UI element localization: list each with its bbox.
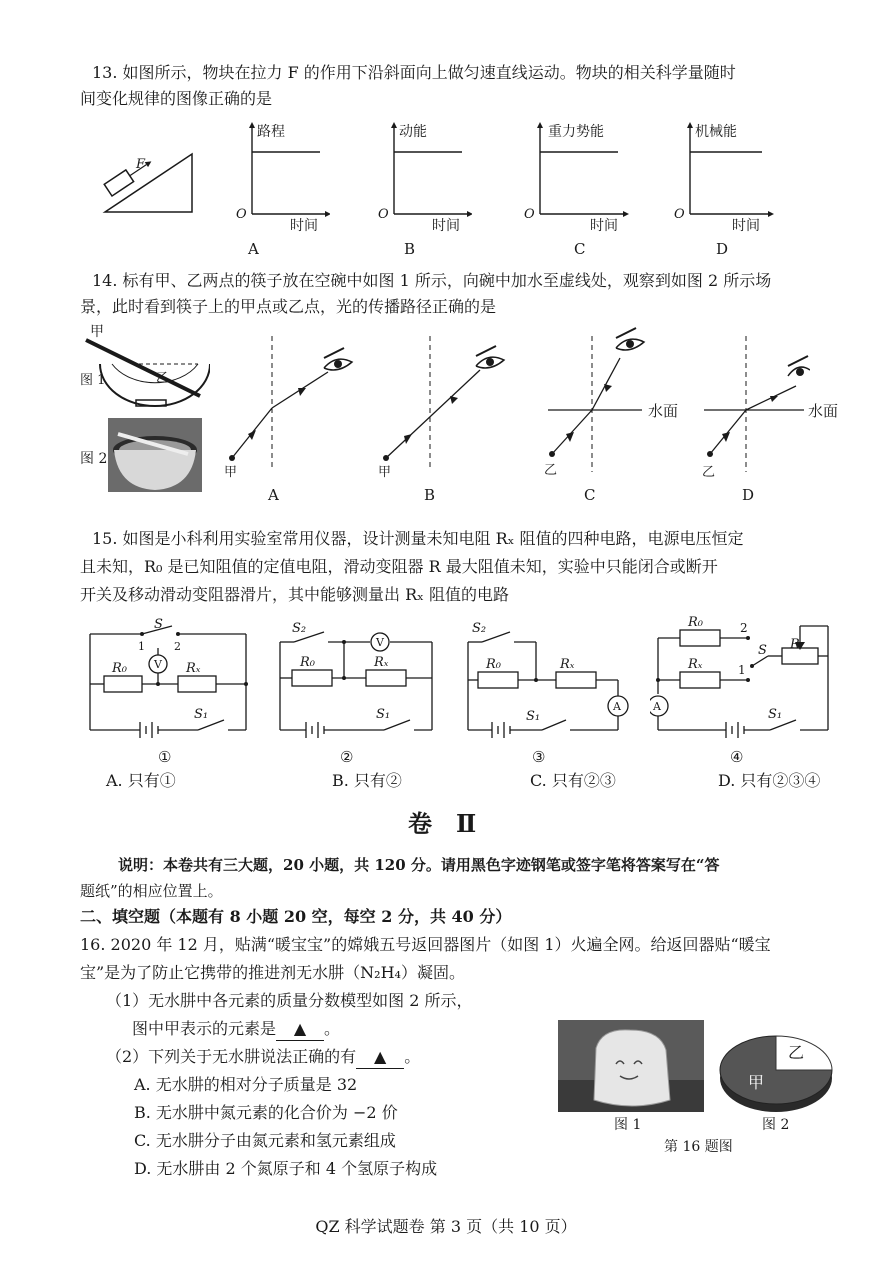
svg-text:图 1: 图 1 xyxy=(80,373,106,388)
q15-answer-d: D. 只有②③④ xyxy=(718,771,821,790)
q15-text-line1: 15. 如图是小科利用实验室常用仪器，设计测量未知电阻 Rₓ 阻值的四种电路，电源电压恒定 xyxy=(92,529,744,548)
force-label: F xyxy=(136,157,146,172)
q16-sub1-line1: （1）无水肼中各元素的质量分数模型如图 2 所示， xyxy=(106,991,473,1010)
svg-text:Rₓ: Rₓ xyxy=(374,655,389,670)
q13-text-line2: 间变化规律的图像正确的是 xyxy=(80,89,273,108)
bowl-figure-1 xyxy=(80,322,210,412)
svg-text:R₀: R₀ xyxy=(300,655,315,670)
q14-option-c: C xyxy=(584,486,596,504)
circuit-1 xyxy=(82,618,256,748)
svg-text:1: 1 xyxy=(738,663,746,677)
svg-text:R₀: R₀ xyxy=(486,657,501,672)
svg-text:2: 2 xyxy=(174,640,181,653)
section-note-line1: 说明：本卷共有三大题，20 小题，共 120 分。请用黑色字迹钢笔或签字笔将答案写在“答 xyxy=(118,856,720,874)
q14-water-label-c: 水面 xyxy=(648,402,679,420)
q14-diagram-a xyxy=(220,330,360,480)
q16-sub1-line2: 图中甲表示的元素是 ▲ 。 xyxy=(132,1018,340,1041)
svg-text:V: V xyxy=(376,636,384,649)
graph-a xyxy=(230,122,330,232)
svg-text:Rₓ: Rₓ xyxy=(186,661,201,676)
svg-text:甲: 甲 xyxy=(90,324,104,340)
circuit-2 xyxy=(272,618,440,748)
q14-text-line1: 14. 标有甲、乙两点的筷子放在空碗中如图 1 所示，向碗中加水至虚线处，观察到如图 2 所示场 xyxy=(92,271,772,290)
q16-option-c: C. 无水肼分子由氮元素和氢元素组成 xyxy=(134,1131,396,1150)
circuit-2-label: ② xyxy=(340,748,354,766)
circuit-3-label: ③ xyxy=(532,748,546,766)
q15-answer-b: B. 只有② xyxy=(332,771,402,790)
section-title: 卷 Ⅱ xyxy=(408,809,477,838)
q13-option-a: A xyxy=(248,240,259,258)
svg-text:S₂: S₂ xyxy=(292,621,307,636)
q16-sub2: （2）下列关于无水肼说法正确的有 ▲ 。 xyxy=(106,1046,420,1069)
svg-text:S₁: S₁ xyxy=(376,707,391,722)
pie-label-yi: 乙 xyxy=(788,1043,805,1062)
q16-text-line2: 宝”是为了防止它携带的推进剂无水肼（N₂H₄）凝固。 xyxy=(80,963,465,982)
svg-text:A: A xyxy=(653,700,661,713)
q16-figure-caption: 第 16 题图 xyxy=(664,1139,733,1155)
q13-option-b: B xyxy=(404,240,416,258)
svg-text:R₀: R₀ xyxy=(112,661,127,676)
q14-option-b: B xyxy=(424,486,436,504)
bowl-photo-figure-2 xyxy=(108,418,202,492)
capsule-photo xyxy=(558,1020,704,1112)
q13-text-line1: 13. 如图所示，物块在拉力 F 的作用下沿斜面向上做匀速直线运动。物块的相关科学量随时 xyxy=(92,63,736,82)
svg-text:重力势能: 重力势能 xyxy=(548,124,604,140)
svg-text:乙: 乙 xyxy=(156,371,170,386)
svg-text:S₁: S₁ xyxy=(194,707,209,722)
q14-diagram-b xyxy=(372,330,512,480)
svg-text:动能: 动能 xyxy=(399,124,427,140)
graph-c xyxy=(518,122,638,232)
q13-option-d: D xyxy=(716,240,729,258)
circuit-3 xyxy=(460,618,640,748)
mass-fraction-pie xyxy=(712,1016,842,1116)
svg-text:甲: 甲 xyxy=(224,465,238,480)
incline-figure xyxy=(100,150,200,220)
part-heading: 二、填空题（本题有 8 小题 20 空，每空 2 分，共 40 分） xyxy=(80,907,512,926)
svg-text:2: 2 xyxy=(740,621,748,635)
section-note-line2: 题纸”的相应位置上。 xyxy=(80,882,223,900)
svg-text:O: O xyxy=(378,207,389,222)
q15-answer-a: A. 只有① xyxy=(106,771,176,790)
graph-a-ylabel: 路程 xyxy=(257,124,285,140)
svg-text:机械能: 机械能 xyxy=(695,124,737,140)
svg-text:S: S xyxy=(758,643,767,658)
page-footer: QZ 科学试题卷 第 3 页（共 10 页） xyxy=(315,1217,577,1236)
svg-text:乙: 乙 xyxy=(544,463,558,478)
svg-text:时间: 时间 xyxy=(732,218,760,232)
svg-text:S₂: S₂ xyxy=(472,621,487,636)
circuit-1-label: ① xyxy=(158,748,172,766)
q15-answer-c: C. 只有②③ xyxy=(530,771,616,790)
svg-text:乙: 乙 xyxy=(702,465,716,480)
svg-text:时间: 时间 xyxy=(590,218,618,232)
q16-option-d: D. 无水肼由 2 个氮原子和 4 个氢原子构成 xyxy=(134,1159,438,1178)
svg-text:V: V xyxy=(154,658,162,671)
q14-option-a: A xyxy=(268,486,279,504)
pie-label-jia: 甲 xyxy=(748,1073,765,1092)
svg-text:R: R xyxy=(790,637,800,652)
q16-fig2-label: 图 2 xyxy=(762,1117,790,1133)
svg-text:S: S xyxy=(154,618,163,632)
answer-blank-1[interactable]: ▲ xyxy=(276,1018,324,1041)
q14-diagram-d xyxy=(700,330,810,482)
circuit-4 xyxy=(650,612,840,748)
svg-text:O: O xyxy=(524,207,535,222)
q13-option-c: C xyxy=(574,240,586,258)
q14-water-label-d: 水面 xyxy=(808,402,839,420)
q15-text-line3: 开关及移动滑动变阻器滑片，其中能够测量出 Rₓ 阻值的电路 xyxy=(80,585,510,604)
svg-text:R₀: R₀ xyxy=(688,615,703,630)
svg-text:Rₓ: Rₓ xyxy=(688,657,703,672)
svg-text:1: 1 xyxy=(138,640,145,653)
q14-text-line2: 景，此时看到筷子上的甲点或乙点，光的传播路径正确的是 xyxy=(80,297,497,316)
q16-option-b: B. 无水肼中氮元素的化合价为 −2 价 xyxy=(134,1103,398,1122)
q16-fig1-label: 图 1 xyxy=(614,1117,642,1133)
q16-option-a: A. 无水肼的相对分子质量是 32 xyxy=(134,1075,358,1094)
svg-text:O: O xyxy=(674,207,685,222)
svg-text:时间: 时间 xyxy=(432,218,460,232)
graph-b xyxy=(372,122,472,232)
svg-text:S₁: S₁ xyxy=(526,709,541,724)
answer-blank-2[interactable]: ▲ xyxy=(356,1046,404,1069)
svg-text:S₁: S₁ xyxy=(768,707,783,722)
q15-text-line2: 且未知，R₀ 是已知阻值的定值电阻，滑动变阻器 R 最大阻值未知，实验中只能闭合或断开 xyxy=(80,557,718,576)
svg-text:时间: 时间 xyxy=(290,218,318,232)
q16-text-line1: 16. 2020 年 12 月，贴满“暖宝宝”的嫦娥五号返回器图片（如图 1）火遍全网。给返回器贴“暖宝 xyxy=(80,935,771,954)
q14-option-d: D xyxy=(742,486,755,504)
circuit-4-label: ④ xyxy=(730,748,744,766)
graph-d xyxy=(668,122,778,232)
svg-text:Rₓ: Rₓ xyxy=(560,657,575,672)
svg-text:O: O xyxy=(236,207,247,222)
svg-text:甲: 甲 xyxy=(378,465,392,480)
fig2-label: 图 2 xyxy=(80,451,108,467)
svg-text:A: A xyxy=(613,700,621,713)
